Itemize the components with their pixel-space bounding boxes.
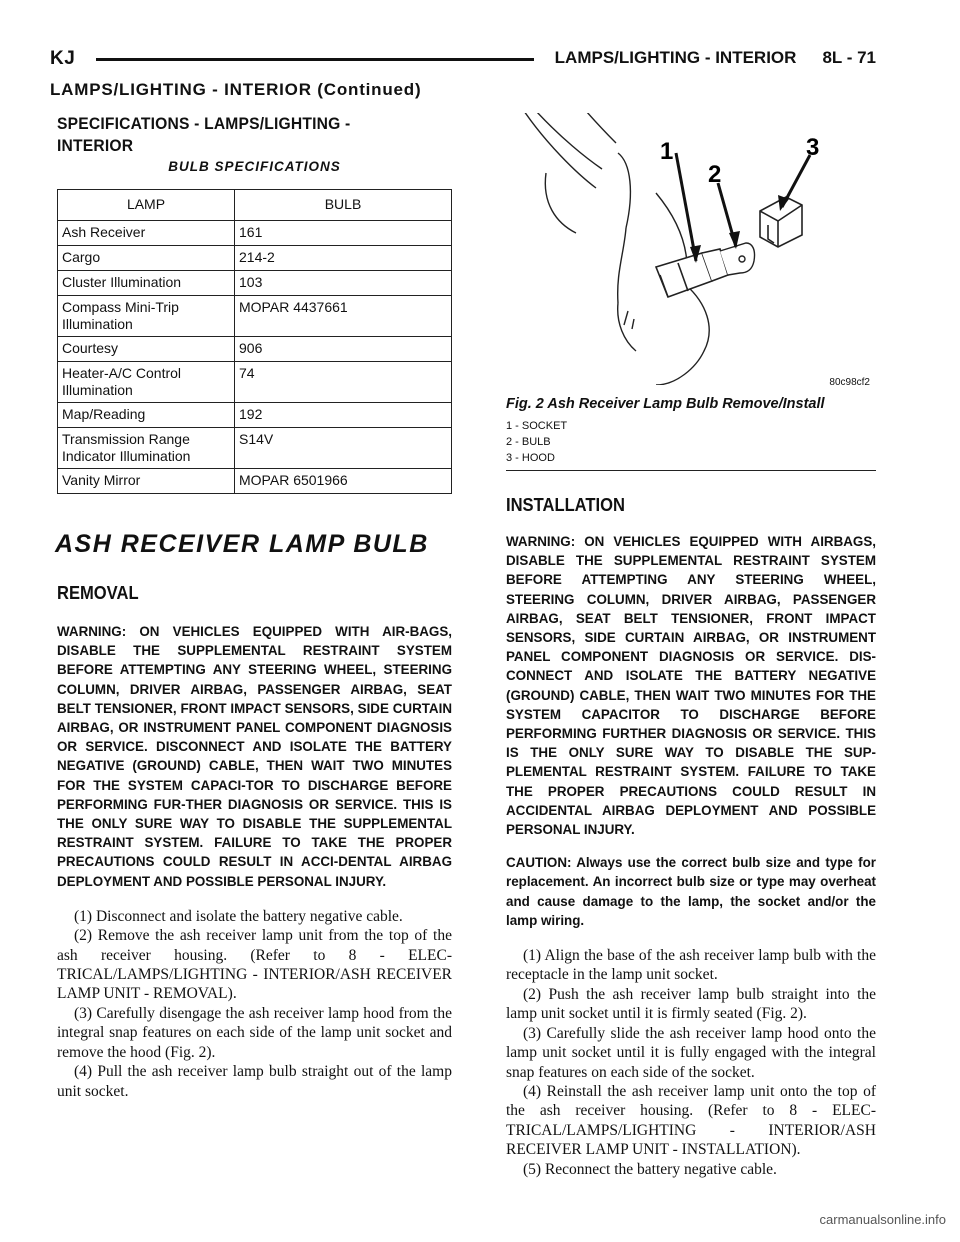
socket-shape xyxy=(656,249,728,297)
installation-step: (3) Carefully slide the ash receiver lamp hood onto the lamp unit socket until it is fully engaged with the integral snap features on each side of the socket. xyxy=(506,1024,876,1081)
bulb-cell: MOPAR 4437661 xyxy=(235,296,452,337)
bulb-cell: 214-2 xyxy=(235,246,452,271)
bulb-cell: 103 xyxy=(235,271,452,296)
figure-caption: Fig. 2 Ash Receiver Lamp Bulb Remove/Install xyxy=(506,396,825,412)
finger-line xyxy=(632,319,634,329)
table-row xyxy=(58,271,452,296)
table-row xyxy=(58,469,452,494)
finger-line xyxy=(656,285,709,385)
lamp-cell: Map/Reading xyxy=(58,403,235,428)
specs-heading xyxy=(57,113,420,157)
header-rule xyxy=(96,58,534,61)
table-row xyxy=(58,362,452,403)
bulb-spec-table xyxy=(57,189,452,494)
table-row xyxy=(58,403,452,428)
finger-line xyxy=(618,153,630,228)
legend-item: 1 - SOCKET xyxy=(506,420,568,432)
column-header: LAMP xyxy=(58,190,235,221)
page-header xyxy=(50,48,876,72)
bulb-illustration xyxy=(506,113,876,385)
figure-legend xyxy=(506,418,876,466)
removal-step: (4) Pull the ash receiver lamp bulb straight out of the lamp unit socket. xyxy=(57,1063,452,1100)
lamp-cell: Transmission Range Indicator Illumination xyxy=(58,428,235,469)
removal-heading: REMOVAL xyxy=(57,583,139,603)
table-body xyxy=(58,221,452,494)
table-row xyxy=(58,296,452,337)
installation-step: (2) Push the ash receiver lamp bulb straight into the lamp unit socket until it is firmly seated (Fig. 2). xyxy=(506,985,876,1023)
leader-line-1 xyxy=(676,153,696,261)
lamp-cell: Ash Receiver xyxy=(58,221,235,246)
bulb-cell: S14V xyxy=(235,428,452,469)
bulb-cell: 906 xyxy=(235,337,452,362)
finger-line xyxy=(545,173,576,233)
installation-step: (5) Reconnect the battery negative cable. xyxy=(523,1160,777,1178)
removal-step: (1) Disconnect and isolate the battery negative cable. xyxy=(74,907,403,925)
header-right xyxy=(529,48,876,68)
specs-heading-line1: SPECIFICATIONS - LAMPS/LIGHTING - xyxy=(57,114,351,133)
lamp-cell: Cluster Illumination xyxy=(58,271,235,296)
finger-line xyxy=(536,113,602,169)
bulb-cell: 192 xyxy=(235,403,452,428)
callout-3: 3 xyxy=(806,134,820,161)
lamp-cell: Vanity Mirror xyxy=(58,469,235,494)
finger-line xyxy=(618,228,626,303)
watermark-link[interactable]: carmanualsonline.info xyxy=(819,1212,946,1227)
lamp-cell: Cargo xyxy=(58,246,235,271)
lamp-cell: Compass Mini-Trip Illumination xyxy=(58,296,235,337)
table-row xyxy=(58,246,452,271)
bulb-cell: MOPAR 6501966 xyxy=(235,469,452,494)
lamp-cell: Courtesy xyxy=(58,337,235,362)
removal-warning: WARNING: ON VEHICLES EQUIPPED WITH AIR-BAGS, DISABLE THE SUPPLEMENTAL RESTRAINT SYSTEM BEFORE ATTEMPTING ANY STEERING WHEEL, STEERING COLUMN, DRIVER AIRBAG, PASSENGER AIRBAG, SEAT BELT TENSIONER, FRONT IMPACT SENSORS, SIDE CURTAIN AIRBAG, OR INSTRUMENT PANEL COMPONENT DIAGNOSIS OR SERVICE. DISCONNECT AND ISOLATE THE BATTERY NEGATIVE (GROUND) CABLE, THEN WAIT TWO MINUTES FOR THE SYSTEM CAPACI-TOR TO DISCHARGE BEFORE PERFORMING FUR-THER DIAGNOSIS OR SERVICE. THIS IS THE ONLY SURE WAY TO DISABLE THE SUPPLEMENTAL RESTRAINT SYSTEM. FAILURE TO TAKE THE PROPER PRECAUTIONS COULD RESULT IN ACCI-DENTAL AIRBAG DEPLOYMENT AND POSSIBLE PERSONAL INJURY. xyxy=(57,624,452,889)
bulb-cell: 74 xyxy=(235,362,452,403)
finger-line xyxy=(624,311,628,325)
ash-receiver-title: ASH RECEIVER LAMP BULB xyxy=(55,530,429,558)
bulb-cell: 161 xyxy=(235,221,452,246)
table-row xyxy=(58,428,452,469)
installation-caution: CAUTION: Always use the correct bulb size and type for replacement. An incorrect bulb size or type may overheat and cause damage to the lamp, the socket and/or the lamp wiring. xyxy=(506,855,876,928)
model-code: KJ xyxy=(50,48,76,69)
installation-warning: WARNING: ON VEHICLES EQUIPPED WITH AIRBAGS, DISABLE THE SUPPLEMENTAL RESTRAINT SYSTEM BEFORE ATTEMPTING ANY STEERING WHEEL, STEERING COLUMN, DRIVER AIRBAG, PASSENGER AIRBAG, SEAT BELT TENSIONER, FRONT IMPACT SENSORS, SIDE CURTAIN AIRBAG, OR INSTRUMENT PANEL COMPONENT DIAGNOSIS OR SERVICE. DIS-CONNECT AND ISOLATE THE BATTERY NEGATIVE (GROUND) CABLE, THEN WAIT TWO MINUTES FOR THE SYSTEM CAPACITOR TO DISCHARGE BEFORE PERFORMING FURTHER DIAGNOSIS OR SERVICE. THIS IS THE ONLY SURE WAY TO DISABLE THE SUP-PLEMENTAL RESTRAINT SYSTEM. FAILURE TO TAKE THE PROPER PRECAUTIONS COULD RESULT IN ACCIDENTAL AIRBAG DEPLOYMENT AND POSSIBLE PERSONAL INJURY. xyxy=(506,534,876,838)
specs-heading-line2: INTERIOR xyxy=(57,136,134,155)
section-title: LAMPS/LIGHTING - INTERIOR xyxy=(554,48,797,67)
figure-ash-receiver-bulb xyxy=(506,113,876,388)
finger-line xyxy=(618,303,636,351)
table-title: BULB SPECIFICATIONS xyxy=(168,159,341,174)
installation-steps xyxy=(506,946,876,1179)
table-row xyxy=(58,221,452,246)
removal-steps xyxy=(57,907,452,1101)
finger-line xyxy=(586,113,616,143)
legend-item: 3 - HOOD xyxy=(506,452,555,464)
lamp-cell: Heater-A/C Control Illumination xyxy=(58,362,235,403)
figure-divider xyxy=(506,470,876,471)
finger-line xyxy=(524,113,596,188)
installation-step: (4) Reinstall the ash receiver lamp unit onto the top of the ash receiver housing. (Refer to 8 - ELEC-TRICAL/LAMPS/LIGHTING - INTERIOR/ASH RECEIVER LAMP UNIT - INSTALLATION). xyxy=(506,1082,876,1159)
page-number: 8L - 71 xyxy=(822,48,876,67)
figure-reference: 80c98cf2 xyxy=(829,377,870,388)
installation-step: (1) Align the base of the ash receiver lamp bulb with the receptacle in the lamp unit socket. xyxy=(506,947,876,984)
installation-heading: INSTALLATION xyxy=(506,495,625,515)
legend-item: 2 - BULB xyxy=(506,436,551,448)
removal-step: (2) Remove the ash receiver lamp unit from the top of the ash receiver housing. (Refer to 8 - ELEC-TRICAL/LAMPS/LIGHTING - INTERIOR/ASH RECEIVER LAMP UNIT - REMOVAL). xyxy=(57,927,452,1003)
table-header-row xyxy=(58,190,452,221)
removal-step: (3) Carefully disengage the ash receiver lamp hood from the integral snap features on each side of the lamp unit socket and remove the hood (Fig. 2). xyxy=(57,1004,452,1061)
callout-1: 1 xyxy=(660,138,674,165)
table-row xyxy=(58,337,452,362)
continued-heading: LAMPS/LIGHTING - INTERIOR (Continued) xyxy=(50,80,422,99)
column-header: BULB xyxy=(235,190,452,221)
callout-2: 2 xyxy=(708,161,722,188)
left-column xyxy=(57,113,452,1101)
right-column xyxy=(506,113,876,1179)
